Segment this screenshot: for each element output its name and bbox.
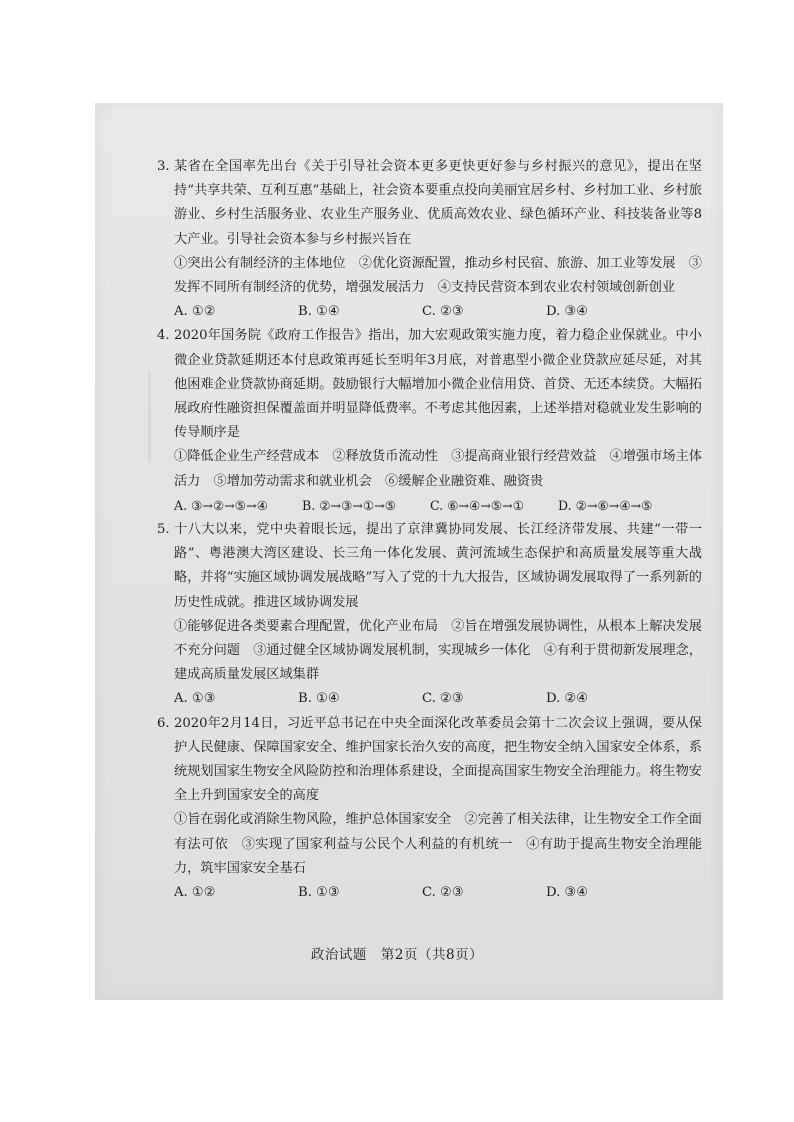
question-stem: 某省在全国率先出台《关于引导社会资本更多更快更好参与乡村振兴的意见》，提出在坚持“共享共荣、互利互惠”基础上，社会资本要重点投向美丽宜居乡村、乡村加工业、乡村旅游业、乡村生活服务业、农业生产服务业、优质高效农业、绿色循环产业、科技装备业等8大产业。引导社会资本参与乡村振兴旨在 (174, 159, 702, 247)
option-b: B. ①④ (298, 304, 340, 320)
option-a: A. ①② (174, 304, 216, 320)
question-5 (157, 518, 702, 712)
option-d: D. ③④ (546, 304, 589, 320)
option-a: A. ①② (174, 885, 216, 901)
option-c: C. ②③ (422, 304, 464, 320)
option-b: B. ②→③→①→⑤ (302, 497, 397, 513)
question-stem: 2020年国务院《政府工作报告》指出，加大宏观政策实施力度，着力稳企业保就业。中小微企业贷款延期还本付息政策再延长至明年3月底，对普惠型小微企业贷款应延尽延，对其他困难企业贷款协商延期。鼓励银行大幅增加小微企业信用贷、首贷、无还本续贷。大幅拓展政府性融资担保覆盖面并明显降低费率。不考虑其他因素，上述举措对稳就业发生影响的传导顺序是 (174, 328, 702, 441)
question-number: 4. (157, 328, 170, 344)
option-c: C. ②③ (422, 691, 464, 707)
option-a: A. ①③ (174, 691, 216, 707)
question-list (157, 155, 702, 905)
question-number: 5. (157, 522, 170, 538)
question-6 (157, 712, 702, 906)
question-3 (157, 155, 702, 324)
question-statements: ①降低企业生产经营成本 ②释放货币流动性 ③提高商业银行经营效益 ④增强市场主体活力 ⑤增加劳动需求和就业机会 ⑥缓解企业融资难、融资贵 (174, 449, 702, 489)
question-4 (157, 324, 702, 518)
answer-options (157, 881, 702, 905)
question-statements: ①能够促进各类要素合理配置，优化产业布局 ②旨在增强发展协调性，从根本上解决发展不充分问题 ③通过健全区域协调发展机制，实现城乡一体化 ④有利于贯彻新发展理念，建成高质量发展区域集群 (174, 618, 702, 683)
option-c: C. ⑥→④→⑤→① (430, 497, 525, 513)
question-number: 6. (157, 715, 170, 731)
option-b: B. ①④ (298, 691, 340, 707)
option-d: D. ②④ (546, 691, 589, 707)
question-stem: 十八大以来，党中央着眼长远，提出了京津冀协同发展、长江经济带发展、共建“一带一路”、粤港澳大湾区建设、长三角一体化发展、黄河流域生态保护和高质量发展等重大战略，并将“实施区域协调发展战略”写入了党的十九大报告，区域协调发展取得了一系列新的历史性成就。推进区域协调发展 (174, 522, 702, 610)
page-footer: 政治试题 第2页（共8页） (310, 947, 484, 963)
scan-shadow (148, 372, 151, 462)
option-c: C. ②③ (422, 885, 464, 901)
question-number: 3. (157, 159, 170, 174)
option-b: B. ①③ (298, 885, 340, 901)
question-stem: 2020年2月14日，习近平总书记在中央全面深化改革委员会第十二次会议上强调，要从保护人民健康、保障国家安全、维护国家长治久安的高度，把生物安全纳入国家安全体系，系统规划国家生物安全风险防控和治理体系建设，全面提高国家生物安全治理能力。将生物安全上升到国家安全的高度 (174, 715, 702, 804)
answer-options (157, 300, 702, 324)
option-d: D. ③④ (546, 885, 589, 901)
answer-options (157, 687, 702, 711)
option-a: A. ③→②→⑤→④ (174, 497, 268, 513)
answer-options (157, 494, 702, 518)
option-d: D. ②→⑥→④→⑤ (558, 497, 653, 513)
question-statements: ①突出公有制经济的主体地位 ②优化资源配置，推动乡村民宿、旅游、加工业等发展 ③发挥不同所有制经济的优势，增强发展活力 ④支持民营资本到农业农村领域创新创业 (174, 255, 702, 296)
question-statements: ①旨在弱化或消除生物风险，维护总体国家安全 ②完善了相关法律，让生物安全工作全面有法可依 ③实现了国家利益与公民个人利益的有机统一 ④有助于提高生物安全治理能力，筑牢国家安全基石 (174, 812, 702, 876)
